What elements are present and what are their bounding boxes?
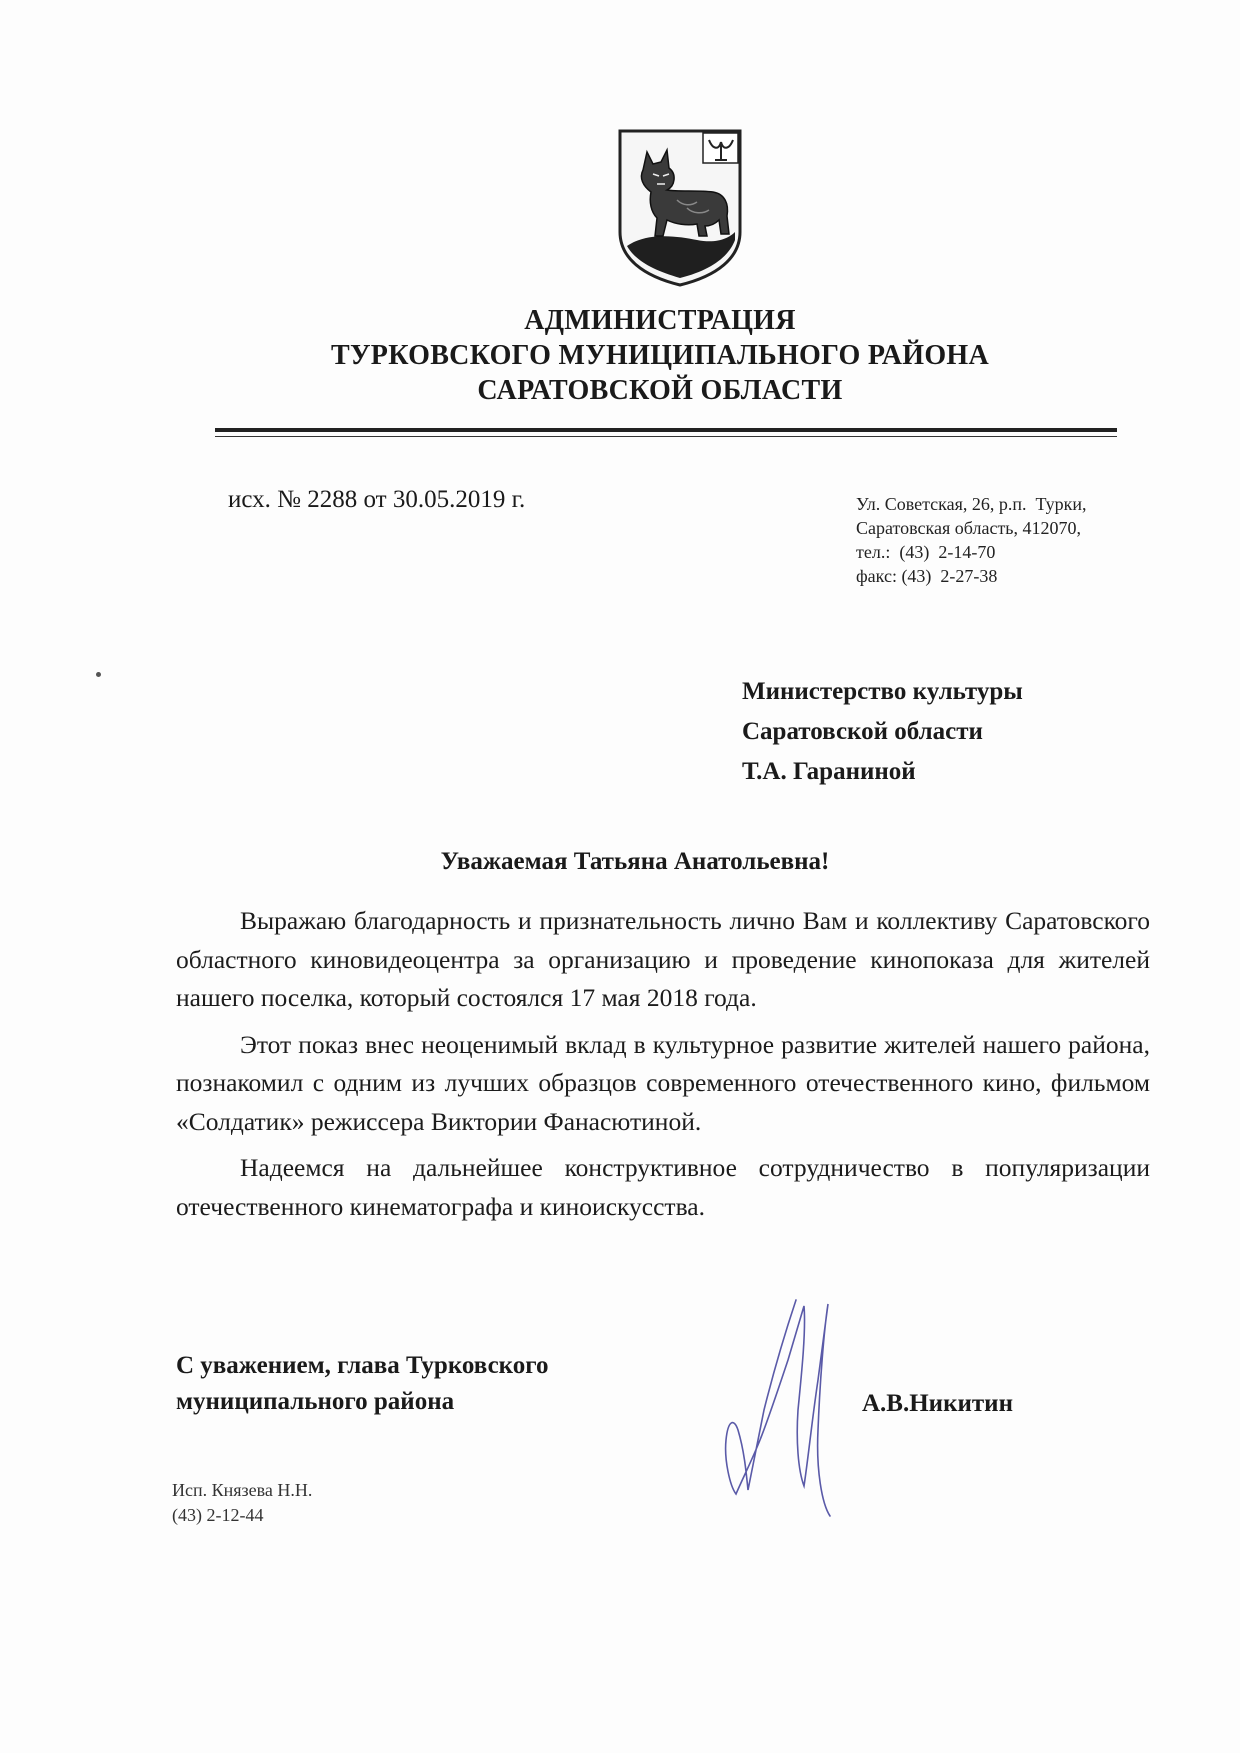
recipient-name: Т.А. Гараниной [742, 758, 916, 785]
body-paragraph: Выражаю благодарность и признательность лично Вам и коллективу Саратовского областного киновидеоцентра за организацию и проведение кинопоказа для жителей нашего поселка, который состоялся 17 мая 2018 года. [176, 906, 1150, 1012]
org-name-line-3: САРАТОВСКОЙ ОБЛАСТИ [477, 375, 843, 406]
scan-speck [96, 672, 101, 677]
org-name-line-1: АДМИНИСТРАЦИЯ [524, 305, 796, 336]
outgoing-reference: исх. № 2288 от 30.05.2019 г. [228, 486, 526, 513]
recipient-line: Саратовской области [742, 718, 983, 745]
recipient-line: Министерство культуры [742, 678, 1023, 705]
signer-name: А.В.Никитин [862, 1390, 1013, 1417]
header-divider-thick [215, 428, 1117, 432]
address-line: Ул. Советская, 26, р.п. Турки, [856, 494, 1087, 514]
closing-line: муниципального района [176, 1388, 455, 1415]
address-line: Саратовская область, 412070, [856, 518, 1082, 538]
org-name-line-2: ТУРКОВСКОГО МУНИЦИПАЛЬНОГО РАЙОНА [330, 340, 989, 371]
sender-address [856, 492, 1087, 588]
coat-of-arms-icon [617, 128, 743, 288]
salutation [0, 848, 1240, 876]
salutation-text: Уважаемая Татьяна Анатольевна! [440, 848, 830, 875]
address-phone: тел.: (43) 2-14-70 [856, 542, 996, 562]
handwritten-signature-icon [708, 1290, 848, 1520]
letter-body [176, 902, 1150, 1234]
address-fax: факс: (43) 2-27-38 [856, 566, 998, 586]
executor-block [172, 1478, 312, 1528]
executor-phone: (43) 2-12-44 [172, 1505, 264, 1525]
header-divider-thin [215, 436, 1117, 437]
body-paragraph: Надеемся на дальнейшее конструктивное сотрудничество в популяризации отечественного кинематографа и киноискусства. [176, 1153, 1150, 1221]
executor-name: Исп. Князева Н.Н. [172, 1480, 313, 1500]
body-paragraph: Этот показ внес неоценимый вклад в культурное развитие жителей нашего района, познакомил с одним из лучших образцов современного отечественного кино, фильмом «Солдатик» режиссера Виктории Фанасютиной. [176, 1029, 1150, 1136]
closing-block [176, 1348, 549, 1420]
closing-line: С уважением, глава Турковского [176, 1352, 549, 1379]
recipient-block [742, 672, 1023, 792]
